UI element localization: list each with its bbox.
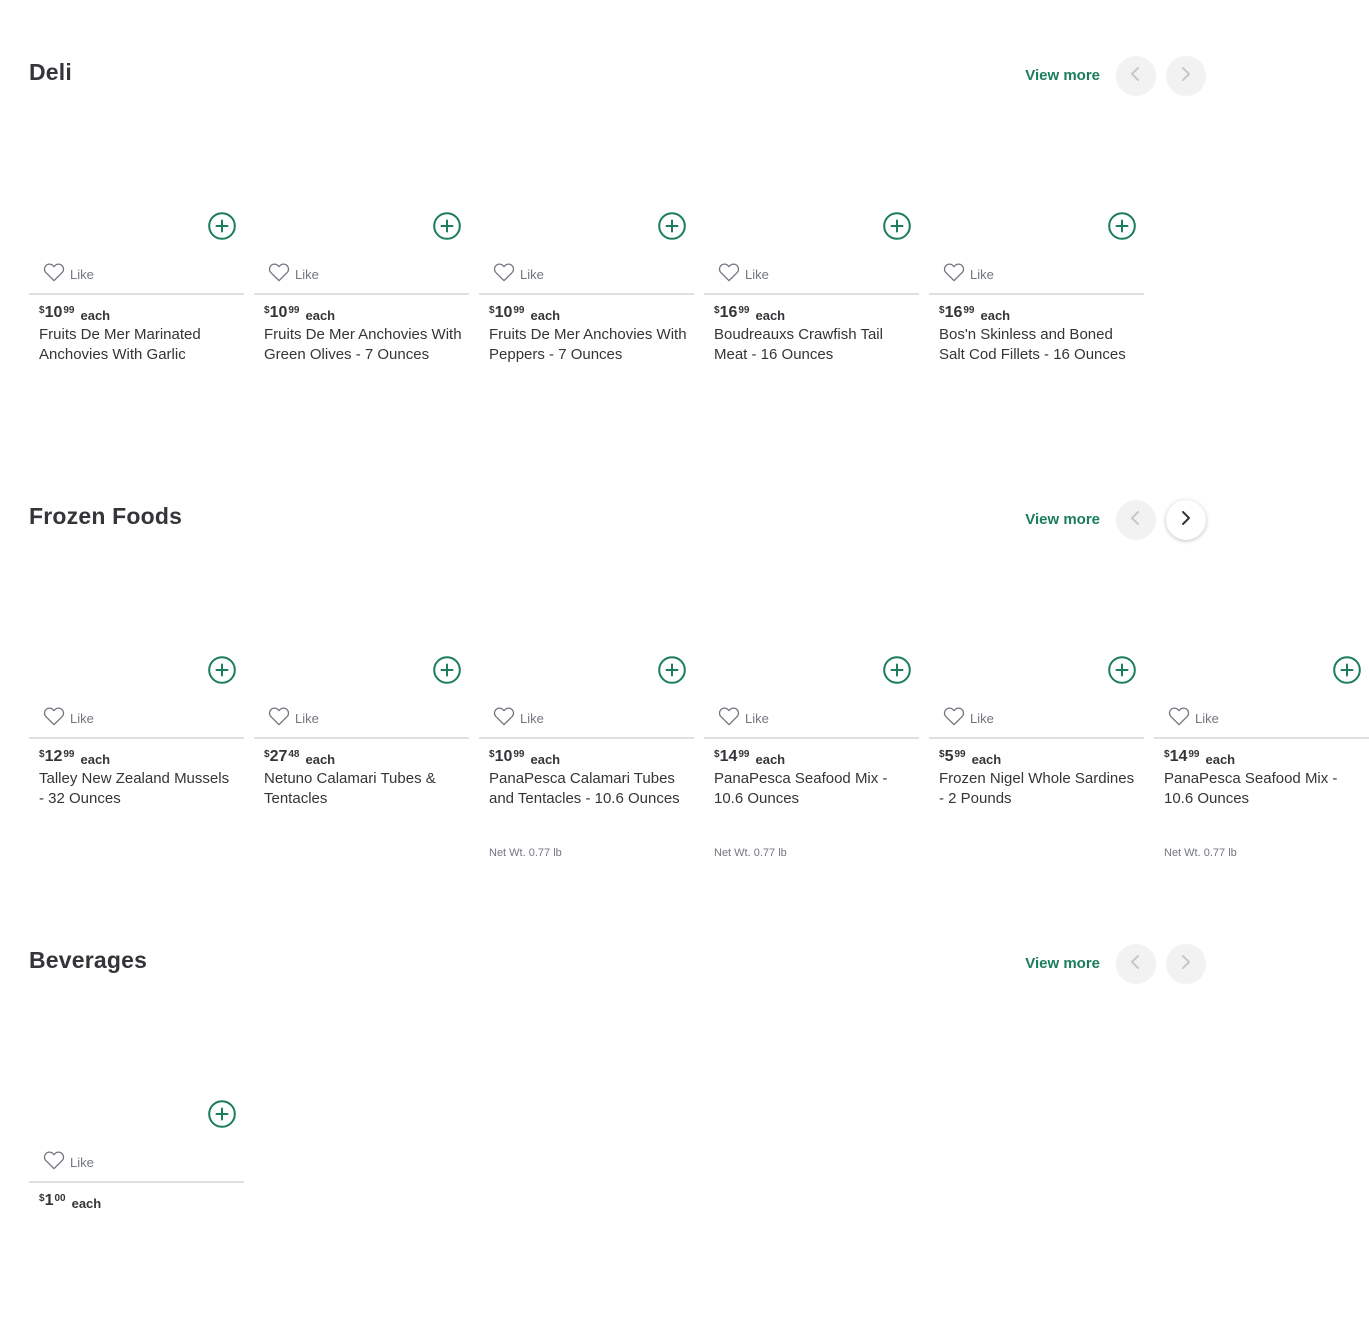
- price-unit: each: [971, 752, 1002, 767]
- product-card[interactable]: [254, 564, 469, 884]
- product-name[interactable]: PanaPesca Seafood Mix - 10.6 Ounces: [1164, 770, 1338, 807]
- like-label: Like: [70, 267, 94, 282]
- like-label: Like: [520, 267, 544, 282]
- price-unit: each: [755, 308, 786, 323]
- plus-icon: [1333, 671, 1361, 688]
- like-button[interactable]: [1168, 706, 1219, 731]
- section-title: Frozen Foods: [29, 503, 183, 529]
- currency-symbol: $: [264, 305, 270, 316]
- product-price: [714, 748, 785, 767]
- plus-icon: [658, 227, 686, 244]
- currency-symbol: $: [1164, 749, 1170, 760]
- product-price: [489, 748, 560, 767]
- currency-symbol: $: [489, 749, 495, 760]
- add-to-cart-button[interactable]: [208, 1100, 236, 1128]
- product-price: [714, 304, 785, 323]
- price-unit: each: [530, 308, 561, 323]
- plus-icon: [1108, 671, 1136, 688]
- card-divider: [29, 1181, 244, 1183]
- product-card[interactable]: [929, 120, 1144, 440]
- net-weight: Net Wt. 0.77 lb: [714, 847, 787, 859]
- price-dollars: 12: [44, 748, 63, 765]
- add-to-cart-button[interactable]: [433, 212, 461, 240]
- like-button[interactable]: [943, 706, 994, 731]
- heart-icon: [718, 706, 740, 731]
- price-dollars: 14: [719, 748, 738, 765]
- price-cents: 00: [54, 1193, 66, 1204]
- like-button[interactable]: [718, 262, 769, 287]
- price-dollars: 14: [1169, 748, 1188, 765]
- card-divider: [254, 293, 469, 295]
- carousel-next-button[interactable]: [1166, 500, 1206, 540]
- heart-icon: [493, 706, 515, 731]
- carousel-prev-button[interactable]: [1116, 944, 1156, 984]
- currency-symbol: $: [939, 749, 945, 760]
- product-price: [1164, 748, 1235, 767]
- currency-symbol: $: [489, 305, 495, 316]
- add-to-cart-button[interactable]: [1108, 212, 1136, 240]
- price-cents: 99: [954, 749, 966, 760]
- price-cents: 99: [738, 749, 750, 760]
- like-button[interactable]: [943, 262, 994, 287]
- heart-icon: [268, 706, 290, 731]
- like-label: Like: [295, 711, 319, 726]
- card-divider: [1154, 737, 1369, 739]
- plus-icon: [433, 227, 461, 244]
- product-card[interactable]: [1154, 564, 1369, 884]
- price-cents: 99: [288, 305, 300, 316]
- price-cents: 99: [738, 305, 750, 316]
- product-name[interactable]: PanaPesca Seafood Mix - 10.6 Ounces: [714, 770, 888, 807]
- price-dollars: 16: [944, 304, 963, 321]
- product-name[interactable]: Frozen Nigel Whole Sardines - 2 Pounds: [939, 770, 1135, 807]
- like-label: Like: [970, 711, 994, 726]
- price-dollars: 5: [944, 748, 954, 765]
- product-name[interactable]: Boudreauxs Crawfish Tail Meat - 16 Ounces: [714, 326, 883, 363]
- price-cents: 99: [963, 305, 975, 316]
- product-price: [39, 748, 110, 767]
- price-unit: each: [80, 308, 111, 323]
- product-price: [939, 304, 1010, 323]
- view-more-link[interactable]: View more: [1025, 67, 1100, 84]
- card-divider: [254, 737, 469, 739]
- product-name[interactable]: Fruits De Mer Marinated Anchovies With Garlic: [39, 326, 201, 363]
- product-price: [489, 304, 560, 323]
- like-label: Like: [745, 267, 769, 282]
- heart-icon: [1168, 706, 1190, 731]
- section-header: [29, 52, 1206, 100]
- plus-icon: [883, 227, 911, 244]
- heart-icon: [43, 1150, 65, 1175]
- price-cents: 99: [63, 749, 75, 760]
- product-card[interactable]: [479, 120, 694, 440]
- product-name[interactable]: Talley New Zealand Mussels - 32 Ounces: [39, 770, 230, 807]
- add-to-cart-button[interactable]: [208, 656, 236, 684]
- plus-icon: [208, 671, 236, 688]
- section-header: [29, 496, 1206, 544]
- product-card[interactable]: [254, 120, 469, 440]
- like-label: Like: [745, 711, 769, 726]
- add-to-cart-button[interactable]: [1333, 656, 1361, 684]
- product-name[interactable]: Fruits De Mer Anchovies With Peppers - 7 Ounces: [489, 326, 687, 363]
- price-unit: each: [1205, 752, 1236, 767]
- product-carousel: [29, 120, 1206, 440]
- currency-symbol: $: [39, 749, 45, 760]
- price-unit: each: [80, 752, 111, 767]
- product-price: [939, 748, 1001, 767]
- card-divider: [479, 737, 694, 739]
- price-cents: 48: [288, 749, 300, 760]
- plus-icon: [433, 671, 461, 688]
- chevron-right-icon: [1178, 66, 1194, 87]
- card-divider: [704, 293, 919, 295]
- price-unit: each: [755, 752, 786, 767]
- price-unit: each: [530, 752, 561, 767]
- add-to-cart-button[interactable]: [433, 656, 461, 684]
- currency-symbol: $: [939, 305, 945, 316]
- product-price: [264, 304, 335, 323]
- price-dollars: 10: [44, 304, 63, 321]
- product-card[interactable]: [704, 120, 919, 440]
- add-to-cart-button[interactable]: [208, 212, 236, 240]
- product-card[interactable]: [479, 564, 694, 884]
- product-price: [39, 1192, 101, 1211]
- chevron-left-icon: [1128, 66, 1144, 87]
- currency-symbol: $: [714, 749, 720, 760]
- currency-symbol: $: [714, 305, 720, 316]
- like-label: Like: [520, 711, 544, 726]
- product-price: [39, 304, 110, 323]
- net-weight: Net Wt. 0.77 lb: [1164, 847, 1237, 859]
- price-dollars: 16: [719, 304, 738, 321]
- like-button[interactable]: [493, 262, 544, 287]
- section-title: Deli: [29, 59, 72, 85]
- add-to-cart-button[interactable]: [1108, 656, 1136, 684]
- heart-icon: [268, 262, 290, 287]
- like-button[interactable]: [43, 262, 94, 287]
- carousel-prev-button[interactable]: [1116, 500, 1156, 540]
- price-unit: each: [71, 1196, 102, 1211]
- product-carousel: [29, 564, 1338, 884]
- product-name[interactable]: Netuno Calamari Tubes & Tentacles: [264, 770, 436, 807]
- currency-symbol: $: [264, 749, 270, 760]
- product-card[interactable]: [29, 1008, 244, 1328]
- price-unit: each: [305, 308, 336, 323]
- product-name[interactable]: Bos'n Skinless and Boned Salt Cod Fillets - 16 Ounces: [939, 326, 1126, 363]
- product-card[interactable]: [29, 564, 244, 884]
- add-to-cart-button[interactable]: [883, 212, 911, 240]
- card-divider: [29, 293, 244, 295]
- card-divider: [479, 293, 694, 295]
- like-button[interactable]: [718, 706, 769, 731]
- carousel-next-button[interactable]: [1166, 56, 1206, 96]
- heart-icon: [43, 706, 65, 731]
- plus-icon: [658, 671, 686, 688]
- like-label: Like: [1195, 711, 1219, 726]
- section-frozen-foods: [0, 444, 1338, 888]
- card-divider: [929, 737, 1144, 739]
- view-more-link[interactable]: View more: [1025, 955, 1100, 972]
- card-divider: [704, 737, 919, 739]
- chevron-right-icon: [1178, 954, 1194, 975]
- like-button[interactable]: [43, 706, 94, 731]
- price-unit: each: [305, 752, 336, 767]
- currency-symbol: $: [39, 1193, 45, 1204]
- like-button[interactable]: [493, 706, 544, 731]
- price-dollars: 10: [494, 748, 513, 765]
- price-dollars: 10: [494, 304, 513, 321]
- like-button[interactable]: [268, 262, 319, 287]
- heart-icon: [493, 262, 515, 287]
- product-card[interactable]: [29, 120, 244, 440]
- heart-icon: [943, 262, 965, 287]
- plus-icon: [208, 227, 236, 244]
- like-label: Like: [970, 267, 994, 282]
- product-price: [264, 748, 335, 767]
- price-dollars: 10: [269, 304, 288, 321]
- like-button[interactable]: [268, 706, 319, 731]
- section-title: Beverages: [29, 947, 148, 973]
- price-cents: 99: [513, 305, 525, 316]
- product-name[interactable]: PanaPesca Calamari Tubes and Tentacles - 10.6 Ounces: [489, 770, 680, 807]
- add-to-cart-button[interactable]: [658, 656, 686, 684]
- like-label: Like: [295, 267, 319, 282]
- like-button[interactable]: [43, 1150, 94, 1175]
- card-divider: [929, 293, 1144, 295]
- plus-icon: [1108, 227, 1136, 244]
- product-card[interactable]: [704, 564, 919, 884]
- price-dollars: 27: [269, 748, 288, 765]
- currency-symbol: $: [39, 305, 45, 316]
- chevron-right-icon: [1178, 510, 1194, 531]
- price-cents: 99: [1188, 749, 1200, 760]
- price-dollars: 1: [44, 1192, 54, 1209]
- add-to-cart-button[interactable]: [658, 212, 686, 240]
- product-carousel: [29, 1008, 1206, 1328]
- heart-icon: [943, 706, 965, 731]
- plus-icon: [208, 1115, 236, 1132]
- like-label: Like: [70, 1155, 94, 1170]
- product-card[interactable]: [929, 564, 1144, 884]
- section-header: [29, 940, 1206, 988]
- add-to-cart-button[interactable]: [883, 656, 911, 684]
- plus-icon: [883, 671, 911, 688]
- chevron-left-icon: [1128, 510, 1144, 531]
- carousel-prev-button[interactable]: [1116, 56, 1156, 96]
- card-divider: [29, 737, 244, 739]
- price-cents: 99: [513, 749, 525, 760]
- heart-icon: [43, 262, 65, 287]
- chevron-left-icon: [1128, 954, 1144, 975]
- view-more-link[interactable]: View more: [1025, 511, 1100, 528]
- heart-icon: [718, 262, 740, 287]
- price-unit: each: [980, 308, 1011, 323]
- price-cents: 99: [63, 305, 75, 316]
- net-weight: Net Wt. 0.77 lb: [489, 847, 562, 859]
- section-beverages: [0, 888, 1240, 1332]
- product-name[interactable]: Fruits De Mer Anchovies With Green Olives - 7 Ounces: [264, 326, 462, 363]
- like-label: Like: [70, 711, 94, 726]
- section-deli: [0, 0, 1240, 444]
- carousel-next-button[interactable]: [1166, 944, 1206, 984]
